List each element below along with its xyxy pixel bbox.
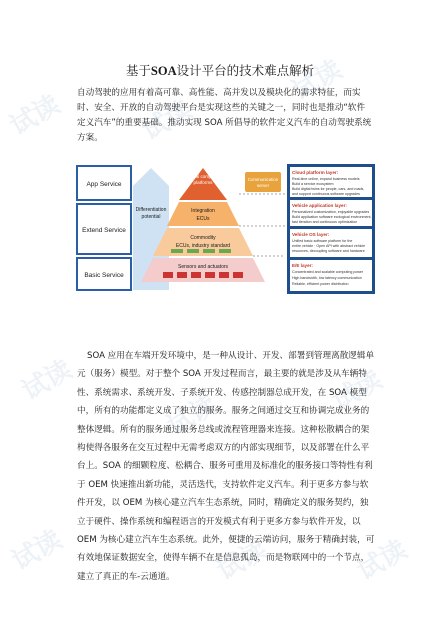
watermark: 试读 (162, 389, 223, 442)
cloud-header: Cloud platform layer: (292, 170, 339, 175)
app-layer-item: Build application software ecological environment, (292, 215, 372, 219)
architecture-figure (75, 164, 376, 294)
integration-label: Integration (191, 208, 215, 214)
cloud-item: Build a service ecosystem (292, 182, 334, 186)
commodity-label: Commodity (190, 235, 216, 241)
app-layer-header: Vehicle application layer: (292, 203, 347, 208)
cloud-item: Real-time online, expand business models (292, 177, 360, 181)
cloud-item: and support continuous software upgrades (292, 192, 360, 196)
integration-label-2: ECUs (196, 216, 210, 222)
basic-service-label: Basic Service (84, 272, 124, 279)
watermark: 试读 (212, 534, 273, 587)
ee-layer-item: Reliable, efficient power distribution (292, 282, 349, 286)
differentiation-label: Differentiation (135, 207, 167, 213)
communication-server-label-2: server (256, 183, 270, 188)
watermark: 试读 (17, 354, 78, 407)
ee-layer-item: Concentrated and scalable computing power (292, 270, 364, 274)
watermark: 试读 (287, 54, 348, 107)
body-paragraph: SOA 应用在车端开发环境中，是一种从设计、开发、部署到管理离散逻辑单元（服务）模型。对于整个 SOA 开发过程而言，最主要的就是涉及从车辆特性、系统需求、系统开发、子系统开发、传感控制器总成开发，在 SOA 模型中，所有的功能都定义成了独立的服务。服务之间通过交互和协调完成业务的整体逻辑。所有的服务通过服务总线或流程管理器来连接。这种松散耦合的架构使得各服务在交互过程中无需考虑双方的内部实现细节，以及部署在什么平台上。SOA 的细颗粒度、松耦合、服务可重用及标准化的服务接口等特性有利于 OEM 快速推出新功能，灵活迭代，支持软件定义汽车。利于更多方参与软件开发，以 OEM 为核心建立汽车生态系统，同时，精确定义的服务契约，独立于硬件、操作系统和编程语言的开发模式有利于更多方参与软件开发，以 OEM 为核心建立汽车生态系统。此外，便捷的云端访问，服务于精确封装，可有效地保证数据安全，使得车辆不在是信息孤岛，而是物联网中的一个节点，建立了真正的车-云通道。 (77, 351, 375, 582)
app-service-label: App Service (86, 181, 122, 188)
os-layer-item: resources, decoupling software and hardware (292, 249, 365, 253)
watermark: 试读 (137, 94, 198, 147)
watermark: 试读 (327, 364, 388, 417)
sensors-label: Sensors and actuators (177, 264, 229, 270)
central-platform-label: Central computing (184, 174, 222, 179)
differentiation-label-2: potential (141, 214, 161, 220)
watermark: 试读 (5, 89, 66, 142)
ee-layer-header: E/E layer: (292, 263, 313, 268)
cloud-item: Build digital twins for people, cars, and roads, (292, 187, 365, 191)
ee-layer-item: High bandwidth, low latency communication (292, 276, 362, 280)
extend-service-label: Extend Service (82, 227, 126, 234)
communication-server-label: Communication (247, 177, 279, 182)
os-layer-header: Vehicle OS layer: (292, 232, 330, 237)
watermark: 试读 (352, 534, 413, 587)
commodity-label-2: ECUs, industry standard (175, 243, 231, 249)
page-title: 基于SOA设计平台的技术难点解析 (125, 63, 315, 78)
watermark: 试读 (7, 524, 68, 577)
os-layer-item: entire vehicle · Open API with abstract vehicle (292, 244, 366, 248)
app-layer-item: fast iteration and continuous optimization (292, 220, 358, 224)
central-platform-label-2: platforms (193, 180, 213, 185)
app-layer-item: Personalized customization, enjoyable upgrades (292, 210, 370, 214)
os-layer-item: Unified basic software platform for the (292, 239, 353, 243)
intro-paragraph: 自动驾驶的应用有着高可靠、高性能、高并发以及模块化的需求特征，而实时、安全、开放的自动驾驶平台是实现这些的关键之一，同时也是推动“软件定义汽车”的重要基础。推动实现 SOA 所倡导的软件定义汽车的自动驾驶系统方案。 (77, 88, 372, 143)
